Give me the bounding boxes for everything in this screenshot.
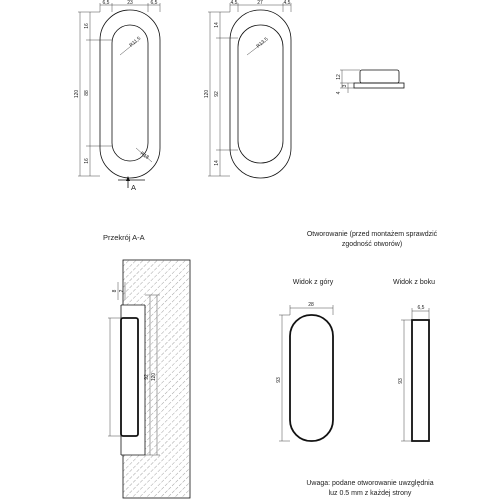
- side-c: 4: [336, 91, 342, 95]
- front-view-handle-1: [74, 0, 160, 192]
- side-height: 93: [398, 378, 404, 384]
- cutout-width: 28: [308, 302, 314, 308]
- section-arrow-icon: [126, 176, 130, 181]
- note-line2: luz 0.5 mm z każdej strony: [328, 490, 412, 497]
- second-radius: R13,5: [255, 36, 270, 50]
- cutout-top-view: [276, 302, 333, 441]
- front-total: 120: [74, 89, 80, 99]
- section-a: 8: [112, 289, 118, 293]
- cutout-depth: [412, 320, 429, 441]
- cutout-slot: [290, 315, 333, 441]
- section-d: 120: [151, 372, 157, 382]
- top-view-label: Widok z góry: [292, 279, 334, 286]
- handle-2-outer: [230, 10, 291, 178]
- front-radius-bottom: R18: [138, 150, 150, 161]
- front-radius-top: R11,5: [128, 35, 143, 49]
- second-width-1: 4,5: [230, 0, 238, 6]
- second-bottom: 14: [214, 160, 220, 166]
- section-marker: A: [131, 183, 137, 192]
- cutout-height: 93: [276, 377, 282, 383]
- section-b: 2: [119, 289, 125, 293]
- cutout-side-view: [398, 305, 429, 441]
- section-title: Przekrój A-A: [103, 233, 145, 242]
- side-a: 12: [336, 74, 342, 80]
- second-width-3: 4,5: [283, 0, 291, 6]
- profile-flange: [354, 83, 404, 88]
- section-c: 92: [144, 374, 150, 380]
- side-width: 6,5: [417, 305, 425, 311]
- front-middle: 88: [84, 90, 90, 96]
- cutout-title-line2: zgodność otworów): [341, 241, 403, 248]
- front-width-1: 6,5: [102, 0, 110, 6]
- second-total: 120: [204, 89, 210, 99]
- front-width-3: 6,5: [150, 0, 158, 6]
- cutout-title-line1: Otworowanie (przed montażem sprawdzić: [306, 231, 438, 238]
- front-bottom: 16: [84, 158, 90, 164]
- second-width-2: 27: [257, 0, 263, 6]
- side-view-profile: [336, 70, 404, 94]
- side-view-label: Widok z boku: [392, 279, 436, 286]
- section-view: [108, 260, 190, 498]
- front-view-handle-2: [204, 0, 291, 178]
- handle-1-outer: [100, 10, 160, 178]
- note-line1: Uwaga: podane otworowanie uwzględnia: [306, 480, 434, 487]
- second-top: 14: [214, 22, 220, 28]
- second-middle: 92: [214, 91, 220, 97]
- profile-body: [360, 70, 399, 83]
- side-b: 3: [342, 84, 348, 88]
- front-width-2: 23: [127, 0, 133, 6]
- front-top: 16: [84, 23, 90, 29]
